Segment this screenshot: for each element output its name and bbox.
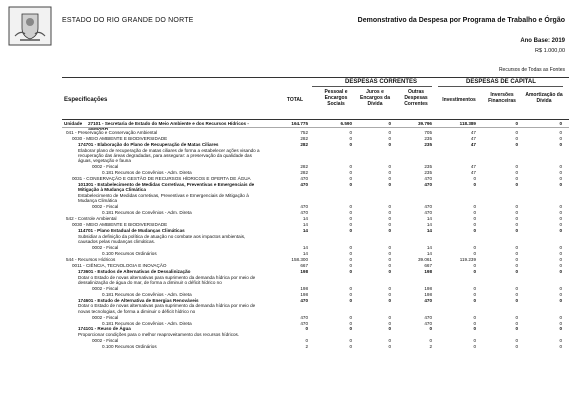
row-23-inversoes-value: 0 xyxy=(515,297,518,303)
row-0-inversoes-value: 0 xyxy=(515,130,518,135)
row-23-pessoal-value: 0 xyxy=(349,297,352,303)
row-16-investimentos-value: 0 xyxy=(473,250,476,256)
row-22-inversoes-value: 0 xyxy=(515,291,518,297)
row-15-total-value: 14 xyxy=(302,245,308,250)
table-row-label: 0002 - Fiscal xyxy=(92,285,119,291)
row-11-amortizacao-value: 0 xyxy=(559,216,562,222)
row-30-total-value: 2 xyxy=(305,344,308,350)
table-row-label: 0002 - Fiscal xyxy=(92,204,119,210)
row-15-outras-value: 14 xyxy=(426,245,432,250)
row-9-investimentos-value: 0 xyxy=(473,204,476,210)
row-17-total-value: 158.300 xyxy=(291,256,308,262)
row-26-investimentos-value: 0 xyxy=(473,320,476,326)
row-7-inversoes-value: 0 xyxy=(515,181,518,187)
row-29-investimentos-value: 0 xyxy=(473,338,476,344)
row-30-investimentos-value: 0 xyxy=(473,344,476,350)
unit-label: Unidade xyxy=(64,121,83,126)
row-25-amortizacao-value: 0 xyxy=(559,314,562,320)
row-19-inversoes-value: 0 xyxy=(515,268,518,274)
row-29-inversoes-value: 0 xyxy=(515,338,518,344)
row-23-outras-value: 470 xyxy=(424,297,432,303)
col-amortizacao: Amortização da Dívida xyxy=(525,92,563,104)
unit-total-value: 164.775 xyxy=(291,121,308,126)
row-13-pessoal-value: 0 xyxy=(349,227,352,233)
table-row-label: 0002 - Fiscal xyxy=(92,314,119,320)
table-row-label: 0030 - MEIO AMBIENTE E BIODIVERSIDADE xyxy=(72,135,168,141)
row-12-pessoal-value: 0 xyxy=(349,222,352,227)
row-25-outras-value: 470 xyxy=(424,314,432,320)
row-16-total-value: 14 xyxy=(302,250,308,256)
row-7-pessoal-value: 0 xyxy=(349,181,352,187)
row-17-inversoes-value: 0 xyxy=(515,256,518,262)
row-10-investimentos-value: 0 xyxy=(473,210,476,216)
row-5-pessoal-value: 0 xyxy=(349,170,352,176)
row-26-juros-value: 0 xyxy=(388,320,391,326)
correntes-rule xyxy=(312,86,432,87)
header-bottom-rule xyxy=(62,119,569,120)
row-1-pessoal-value: 0 xyxy=(349,135,352,141)
col-juros: Juros e Encargos da Dívida xyxy=(359,89,390,107)
row-7-investimentos-value: 0 xyxy=(473,181,476,187)
row-18-amortizacao-value: 0 xyxy=(559,262,562,268)
row-25-juros-value: 0 xyxy=(388,314,391,320)
row-30-inversoes-value: 0 xyxy=(515,344,518,350)
row-13-juros-value: 0 xyxy=(388,227,391,233)
row-2-juros-value: 0 xyxy=(388,141,391,147)
row-13-outras-value: 14 xyxy=(426,227,432,233)
row-9-outras-value: 470 xyxy=(424,204,432,210)
row-5-investimentos-value: 47 xyxy=(470,170,476,176)
capital-rule xyxy=(438,86,563,87)
row-27-inversoes-value: 0 xyxy=(515,326,518,332)
row-15-investimentos-value: 0 xyxy=(473,245,476,250)
unit-investimentos-value: 118.389 xyxy=(459,121,476,126)
table-row-label: 0002 - Fiscal xyxy=(92,164,119,170)
row-29-total-value: 0 xyxy=(305,338,308,344)
row-6-juros-value: 0 xyxy=(388,176,391,181)
row-12-amortizacao-value: 0 xyxy=(559,222,562,227)
group-despesas-capital: DESPESAS DE CAPITAL xyxy=(466,79,536,85)
row-18-investimentos-value: 0 xyxy=(473,262,476,268)
table-row-label: 041 - Preservação e Conservação Ambiental xyxy=(66,130,158,135)
table-row-label: 0011 - CIÊNCIA, TECNOLOGIA E INOVAÇÃO xyxy=(72,262,167,268)
row-16-outras-value: 14 xyxy=(426,250,432,256)
row-17-juros-value: 0 xyxy=(388,256,391,262)
row-22-juros-value: 0 xyxy=(388,291,391,297)
row-10-inversoes-value: 0 xyxy=(515,210,518,216)
row-4-amortizacao-value: 0 xyxy=(559,164,562,170)
row-16-juros-value: 0 xyxy=(388,250,391,256)
row-26-total-value: 470 xyxy=(300,320,308,326)
row-10-juros-value: 0 xyxy=(388,210,391,216)
unit-name: 27101 - Secretaria de Estado do Meio Ambiente e dos Recursos Hídricos - SEMARH xyxy=(88,121,249,132)
row-6-investimentos-value: 0 xyxy=(473,176,476,181)
row-18-pessoal-value: 0 xyxy=(349,262,352,268)
row-4-inversoes-value: 0 xyxy=(515,164,518,170)
row-27-investimentos-value: 0 xyxy=(473,326,476,332)
row-25-inversoes-value: 0 xyxy=(515,314,518,320)
row-30-amortizacao-value: 0 xyxy=(559,344,562,350)
action-description: Elaborar plano de recuperação de matas ciliares de forma a estabelecer ações visando a recuperação das áreas degradadas, para assegurar: a preservação da qualidade das águas, vegetação e fauna xyxy=(78,147,260,164)
table-row-label: 0002 - Fiscal xyxy=(92,338,119,344)
row-12-investimentos-value: 0 xyxy=(473,222,476,227)
table-row-label: 0.100 Recursos Ordinários xyxy=(102,344,157,350)
row-5-juros-value: 0 xyxy=(388,170,391,176)
table-row-label: 101301 - Estabelecimento de Medidas Corretivas, Preventivas e Emergenciais de Mitigação à Mudança Climática xyxy=(78,181,255,193)
row-26-amortizacao-value: 0 xyxy=(559,320,562,326)
row-5-outras-value: 235 xyxy=(424,170,432,176)
table-row-label: 544 - Recursos Hídricos xyxy=(66,256,116,262)
row-25-investimentos-value: 0 xyxy=(473,314,476,320)
row-9-total-value: 470 xyxy=(300,204,308,210)
row-29-amortizacao-value: 0 xyxy=(559,338,562,344)
row-4-investimentos-value: 47 xyxy=(470,164,476,170)
row-6-total-value: 470 xyxy=(300,176,308,181)
row-13-investimentos-value: 0 xyxy=(473,227,476,233)
row-9-pessoal-value: 0 xyxy=(349,204,352,210)
row-12-total-value: 14 xyxy=(302,222,308,227)
row-22-investimentos-value: 0 xyxy=(473,291,476,297)
row-16-inversoes-value: 0 xyxy=(515,250,518,256)
valor-unit: R$ 1.000,00 xyxy=(535,48,565,54)
col-inversoes: Inversões Financeiras xyxy=(488,92,516,104)
row-10-outras-value: 470 xyxy=(424,210,432,216)
row-7-total-value: 470 xyxy=(300,181,308,187)
header-top-rule xyxy=(62,77,569,78)
row-27-juros-value: 0 xyxy=(388,326,391,332)
row-30-juros-value: 0 xyxy=(388,344,391,350)
row-12-inversoes-value: 0 xyxy=(515,222,518,227)
fontes-label: Recursos de Todas as Fontes xyxy=(498,67,565,73)
row-2-amortizacao-value: 0 xyxy=(559,141,562,147)
row-17-amortizacao-value: 0 xyxy=(559,256,562,262)
row-23-investimentos-value: 0 xyxy=(473,297,476,303)
row-21-inversoes-value: 0 xyxy=(515,285,518,291)
row-21-total-value: 198 xyxy=(300,285,308,291)
row-11-inversoes-value: 0 xyxy=(515,216,518,222)
report-title: Demonstrativo da Despesa por Programa de Trabalho e Órgão xyxy=(357,17,565,24)
table-row-label: 0.181 Recursos de Convênios - Adm. Direta xyxy=(102,320,192,326)
row-6-pessoal-value: 0 xyxy=(349,176,352,181)
row-2-investimentos-value: 47 xyxy=(470,141,476,147)
row-26-pessoal-value: 0 xyxy=(349,320,352,326)
ano-base: Ano Base: 2019 xyxy=(520,38,565,44)
row-2-inversoes-value: 0 xyxy=(515,141,518,147)
row-4-juros-value: 0 xyxy=(388,164,391,170)
row-17-pessoal-value: 0 xyxy=(349,256,352,262)
row-10-pessoal-value: 0 xyxy=(349,210,352,216)
table-row-label: 0.181 Recursos de Convênios - Adm. Direta xyxy=(102,170,192,176)
row-11-outras-value: 14 xyxy=(426,216,432,222)
row-9-amortizacao-value: 0 xyxy=(559,204,562,210)
col-especificacoes: Especificações xyxy=(64,97,108,103)
row-13-total-value: 14 xyxy=(302,227,308,233)
row-1-inversoes-value: 0 xyxy=(515,135,518,141)
state-name: ESTADO DO RIO GRANDE DO NORTE xyxy=(62,17,194,24)
row-1-juros-value: 0 xyxy=(388,135,391,141)
row-23-juros-value: 0 xyxy=(388,297,391,303)
row-15-juros-value: 0 xyxy=(388,245,391,250)
row-5-inversoes-value: 0 xyxy=(515,170,518,176)
row-0-investimentos-value: 47 xyxy=(470,130,476,135)
row-22-outras-value: 198 xyxy=(424,291,432,297)
unit-juros-value: 0 xyxy=(388,121,391,126)
table-row-label: 0.181 Recursos de Convênios - Adm. Direta xyxy=(102,291,192,297)
row-19-juros-value: 0 xyxy=(388,268,391,274)
row-27-total-value: 0 xyxy=(305,326,308,332)
row-7-amortizacao-value: 0 xyxy=(559,181,562,187)
row-11-pessoal-value: 0 xyxy=(349,216,352,222)
row-6-amortizacao-value: 0 xyxy=(559,176,562,181)
table-row-label: 174601 - Estudo de Alternativa de Energias Renováveis xyxy=(78,297,199,303)
row-1-total-value: 282 xyxy=(300,135,308,141)
table-row-label: 0030 - MEIO AMBIENTE E BIODIVERSIDADE xyxy=(72,222,168,227)
action-description: Proporcionar condições para o melhor reaproveitamento dos recursos hídricos. xyxy=(78,332,240,338)
group-despesas-correntes: DESPESAS CORRENTES xyxy=(345,79,418,85)
row-6-inversoes-value: 0 xyxy=(515,176,518,181)
row-10-amortizacao-value: 0 xyxy=(559,210,562,216)
row-22-total-value: 198 xyxy=(300,291,308,297)
row-5-total-value: 282 xyxy=(300,170,308,176)
table-row-label: 542 - Controle Ambiental xyxy=(66,216,117,222)
row-17-investimentos-value: 119.239 xyxy=(459,256,476,262)
table-row-label: 174101 - Reuso de Água xyxy=(78,326,131,332)
unit-amortizacao-value: 0 xyxy=(559,121,562,126)
row-23-total-value: 470 xyxy=(300,297,308,303)
row-4-total-value: 282 xyxy=(300,164,308,170)
action-description: Dotar o Estado de novas alternativas para suprimento da demanda hídrica por meio de novas tecnologias, de forma a diminuir o déficit hídrico no xyxy=(78,303,256,314)
row-2-total-value: 282 xyxy=(300,141,308,147)
row-0-outras-value: 705 xyxy=(424,130,432,135)
table-row-label: 174701 - Elaboração do Plano de Recuperação de Matas Ciliares xyxy=(78,141,219,147)
row-19-pessoal-value: 0 xyxy=(349,268,352,274)
unit-inversoes-value: 0 xyxy=(515,121,518,126)
action-description: Estabelecimento de Medidas corretivas, Preventivas e Emergenciais de Mitigação à Mudança Climática xyxy=(78,193,249,204)
row-5-amortizacao-value: 0 xyxy=(559,170,562,176)
row-4-pessoal-value: 0 xyxy=(349,164,352,170)
row-15-inversoes-value: 0 xyxy=(515,245,518,250)
row-30-pessoal-value: 0 xyxy=(349,344,352,350)
row-0-juros-value: 0 xyxy=(388,130,391,135)
row-27-outras-value: 0 xyxy=(429,326,432,332)
table-row-label: 114701 - Plano Estadual de Mudanças Climáticas xyxy=(78,227,185,233)
row-1-amortizacao-value: 0 xyxy=(559,135,562,141)
row-18-outras-value: 667 xyxy=(424,262,432,268)
row-16-pessoal-value: 0 xyxy=(349,250,352,256)
row-25-total-value: 470 xyxy=(300,314,308,320)
row-21-juros-value: 0 xyxy=(388,285,391,291)
unit-pessoal-value: 6.590 xyxy=(340,121,352,126)
table-row-label: 0002 - Fiscal xyxy=(92,245,119,250)
row-27-amortizacao-value: 0 xyxy=(559,326,562,332)
col-outras: Outras Despesas Correntes xyxy=(404,89,428,107)
row-15-amortizacao-value: 0 xyxy=(559,245,562,250)
row-7-outras-value: 470 xyxy=(424,181,432,187)
row-12-outras-value: 14 xyxy=(426,222,432,227)
row-19-outras-value: 198 xyxy=(424,268,432,274)
row-11-total-value: 14 xyxy=(302,216,308,222)
row-6-outras-value: 470 xyxy=(424,176,432,181)
row-15-pessoal-value: 0 xyxy=(349,245,352,250)
row-13-amortizacao-value: 0 xyxy=(559,227,562,233)
row-23-amortizacao-value: 0 xyxy=(559,297,562,303)
action-description: Subsidiar a definição da política de atuação no combate aos impactos ambientais, causados pelas mudanças climáticas. xyxy=(78,233,246,245)
row-27-pessoal-value: 0 xyxy=(349,326,352,332)
row-0-amortizacao-value: 0 xyxy=(559,130,562,135)
row-18-inversoes-value: 0 xyxy=(515,262,518,268)
row-22-pessoal-value: 0 xyxy=(349,291,352,297)
row-22-amortizacao-value: 0 xyxy=(559,291,562,297)
row-29-outras-value: 0 xyxy=(429,338,432,344)
row-19-investimentos-value: 0 xyxy=(473,268,476,274)
row-4-outras-value: 235 xyxy=(424,164,432,170)
row-29-pessoal-value: 0 xyxy=(349,338,352,344)
row-26-inversoes-value: 0 xyxy=(515,320,518,326)
row-26-outras-value: 470 xyxy=(424,320,432,326)
row-2-pessoal-value: 0 xyxy=(349,141,352,147)
table-row-label: 0.100 Recursos Ordinários xyxy=(102,250,157,256)
row-1-investimentos-value: 47 xyxy=(470,135,476,141)
row-29-juros-value: 0 xyxy=(388,338,391,344)
row-7-juros-value: 0 xyxy=(388,181,391,187)
row-11-investimentos-value: 0 xyxy=(473,216,476,222)
row-10-total-value: 470 xyxy=(300,210,308,216)
table-row-label: 0031 - CONSERVAÇÃO E GESTÃO DE RECURSOS HÍDRICOS E OFERTA DE ÁGUA xyxy=(72,176,251,181)
row-19-total-value: 198 xyxy=(300,268,308,274)
row-0-pessoal-value: 0 xyxy=(349,130,352,135)
row-11-juros-value: 0 xyxy=(388,216,391,222)
row-18-total-value: 667 xyxy=(300,262,308,268)
row-13-inversoes-value: 0 xyxy=(515,227,518,233)
row-19-amortizacao-value: 0 xyxy=(559,268,562,274)
row-17-outras-value: 39.061 xyxy=(417,256,432,262)
row-2-outras-value: 235 xyxy=(424,141,432,147)
row-21-outras-value: 198 xyxy=(424,285,432,291)
row-25-pessoal-value: 0 xyxy=(349,314,352,320)
row-9-juros-value: 0 xyxy=(388,204,391,210)
row-21-investimentos-value: 0 xyxy=(473,285,476,291)
row-21-amortizacao-value: 0 xyxy=(559,285,562,291)
state-coat-of-arms-logo xyxy=(8,6,52,46)
row-18-juros-value: 0 xyxy=(388,262,391,268)
unit-rule xyxy=(62,127,569,128)
table-row-label: 173601 - Estudos de Alternativas de Dessalinização xyxy=(78,268,191,274)
row-12-juros-value: 0 xyxy=(388,222,391,227)
unit-outras-value: 39.796 xyxy=(417,121,432,126)
col-pessoal: Pessoal e Encargos Sociais xyxy=(324,89,348,107)
col-investimentos: Investimentos xyxy=(442,97,476,103)
table-row-label: 0.181 Recursos de Convênios - Adm. Direta xyxy=(102,210,192,216)
row-1-outras-value: 235 xyxy=(424,135,432,141)
col-total: TOTAL xyxy=(286,97,304,103)
action-description: Dotar o Estado de novas alternativas para suprimento da demanda hídrica por meio de dessalinização de água do mar, de forma a diminuir o déficit hídrico no xyxy=(78,274,256,285)
row-0-total-value: 752 xyxy=(300,130,308,135)
row-21-pessoal-value: 0 xyxy=(349,285,352,291)
row-30-outras-value: 2 xyxy=(429,344,432,350)
row-9-inversoes-value: 0 xyxy=(515,204,518,210)
row-16-amortizacao-value: 0 xyxy=(559,250,562,256)
